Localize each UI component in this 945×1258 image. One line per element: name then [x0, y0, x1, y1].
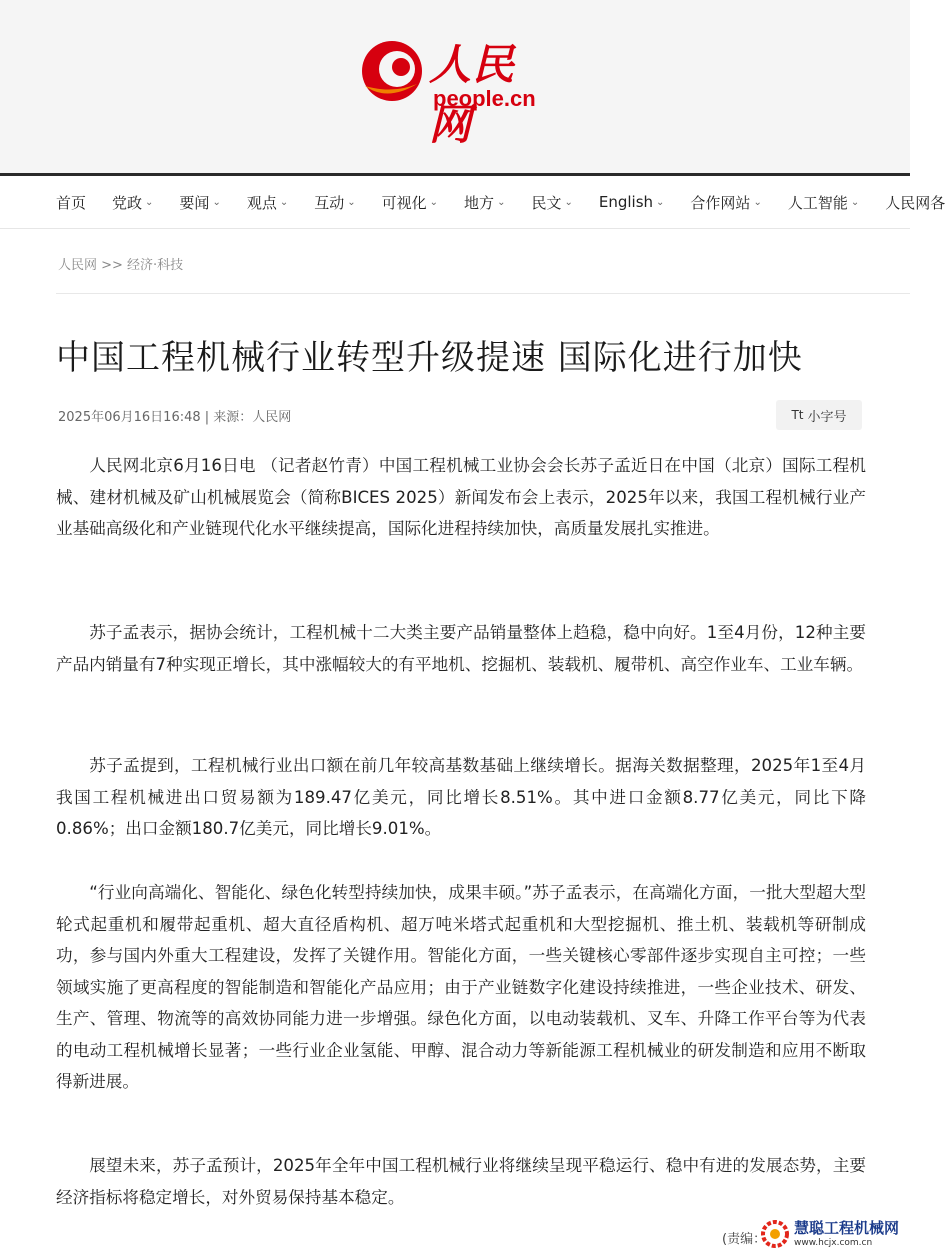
chevron-down-icon: ⌄: [850, 196, 860, 208]
chevron-down-icon: ⌄: [656, 196, 665, 208]
breadcrumb-divider: [56, 293, 910, 294]
article-paragraph: 苏子孟表示，据协会统计，工程机械十二大类主要产品销量整体上趋稳，稳中向好。1至4月份，12种主要产品内销量有7种实现正增长，其中涨幅较大的有平地机、挖掘机、装载机、履带机、高空作业车、工业车辆。: [56, 623, 866, 674]
nav-item-label: 党政: [112, 193, 143, 212]
chevron-down-icon: ⌄: [753, 196, 762, 208]
chevron-down-icon: ⌄: [429, 196, 439, 208]
nav-item[interactable]: [788, 192, 859, 213]
nav-item[interactable]: [690, 192, 761, 213]
chevron-down-icon: ⌄: [279, 196, 289, 208]
nav-item[interactable]: [382, 192, 438, 213]
main-nav: [0, 176, 945, 228]
font-size-label: 小字号: [807, 409, 847, 425]
gear-logo-icon: [760, 1219, 790, 1249]
nav-item-label: 合作网站: [690, 193, 751, 212]
nav-item-label: 要闻: [179, 193, 210, 212]
logo-chinese-text: 人民网: [429, 40, 516, 149]
chevron-down-icon: ⌄: [145, 196, 154, 208]
watermark: [760, 1214, 908, 1254]
nav-item[interactable]: [599, 193, 665, 211]
nav-item-label: 互动: [314, 193, 345, 212]
nav-item-label: 观点: [246, 193, 277, 212]
article-paragraph: 展望未来，苏子孟预计，2025年全年中国工程机械行业将继续呈现平稳运行、稳中有进的发展态势，主要经济指标将稳定增长，对外贸易保持基本稳定。: [56, 1156, 866, 1207]
article-paragraph: “行业向高端化、智能化、绿色化转型持续加快，成果丰硕。”苏子孟表示，在高端化方面，一批大型超大型轮式起重机和履带起重机、超大直径盾构机、超万吨米塔式起重机和大型挖掘机、推土机、装载机等研制成功，参与国内外重大工程建设，发挥了关键作用。智能化方面，一些关键核心零部件逐步实现自主可控；一些领域实施了更高程度的智能制造和智能化产品应用；由于产业链数字化建设持续推进，一些企业技术、研发、生产、管理、物流等的高效协同能力进一步增强。绿色化方面，以电动装载机、叉车、升降工作平台等为代表的电动工程机械增长显著；一些行业企业氢能、甲醇、混合动力等新能源工程机械业的研发制造和应用不断取得新进展。: [56, 883, 866, 1091]
nav-item-label: 首页: [56, 193, 87, 212]
people-logo-icon: [357, 36, 427, 106]
people-cn-logo[interactable]: [357, 30, 557, 149]
chevron-down-icon: ⌄: [347, 196, 356, 208]
nav-item[interactable]: [179, 192, 220, 213]
chevron-down-icon: ⌄: [497, 196, 506, 208]
watermark-name: 慧聪工程机械网: [794, 1218, 900, 1237]
logo-english-text: people.cn: [433, 86, 536, 111]
article-paragraph: 人民网北京6月16日电 （记者赵竹青）中国工程机械工业协会会长苏子孟近日在中国（北京）国际工程机械、建材机械及矿山机械展览会（简称BICES 2025）新闻发布会上表示，2025年以来，我国工程机械行业产业基础高级化和产业链现代化水平继续提高，国际化进程持续加快，高质量发展扎实推进。: [56, 456, 866, 538]
nav-item[interactable]: [464, 192, 505, 213]
chevron-down-icon: ⌄: [564, 196, 573, 208]
editor-credit: (责编：: [722, 1232, 767, 1247]
nav-item-label: 民文: [531, 193, 562, 212]
site-header: [0, 0, 910, 173]
font-size-button[interactable]: [776, 400, 862, 430]
nav-divider: [0, 228, 910, 229]
chevron-down-icon: ⌄: [212, 196, 221, 208]
nav-item[interactable]: [56, 192, 86, 213]
nav-item[interactable]: [112, 192, 153, 213]
article-paragraph: 苏子孟提到，工程机械行业出口额在前几年较高基数基础上继续增长。据海关数据整理，2025年1至4月我国工程机械进出口贸易额为189.47亿美元，同比增长8.51%。其中进口金额8.77亿美元，同比下降0.86%；出口金额180.7亿美元，同比增长9.01%。: [56, 756, 866, 838]
nav-item-label: 人民网各: [885, 193, 945, 212]
nav-item[interactable]: [531, 192, 572, 213]
nav-item[interactable]: [247, 192, 288, 213]
nav-item[interactable]: [885, 192, 945, 213]
nav-item-label: 人工智能: [787, 193, 848, 212]
nav-item[interactable]: [314, 192, 355, 213]
nav-item-label: 地方: [464, 193, 495, 212]
article-meta: 2025年06月16日16:48 | 来源：人民网: [58, 410, 292, 425]
article-title: 中国工程机械行业转型升级提速 国际化进行加快: [56, 338, 803, 378]
font-size-icon: Tt: [791, 408, 804, 422]
breadcrumb[interactable]: 人民网 >> 经济·科技: [58, 258, 184, 273]
nav-item-label: English: [598, 193, 654, 211]
watermark-url: www.hcjx.com.cn: [794, 1237, 873, 1248]
nav-item-label: 可视化: [381, 193, 427, 212]
